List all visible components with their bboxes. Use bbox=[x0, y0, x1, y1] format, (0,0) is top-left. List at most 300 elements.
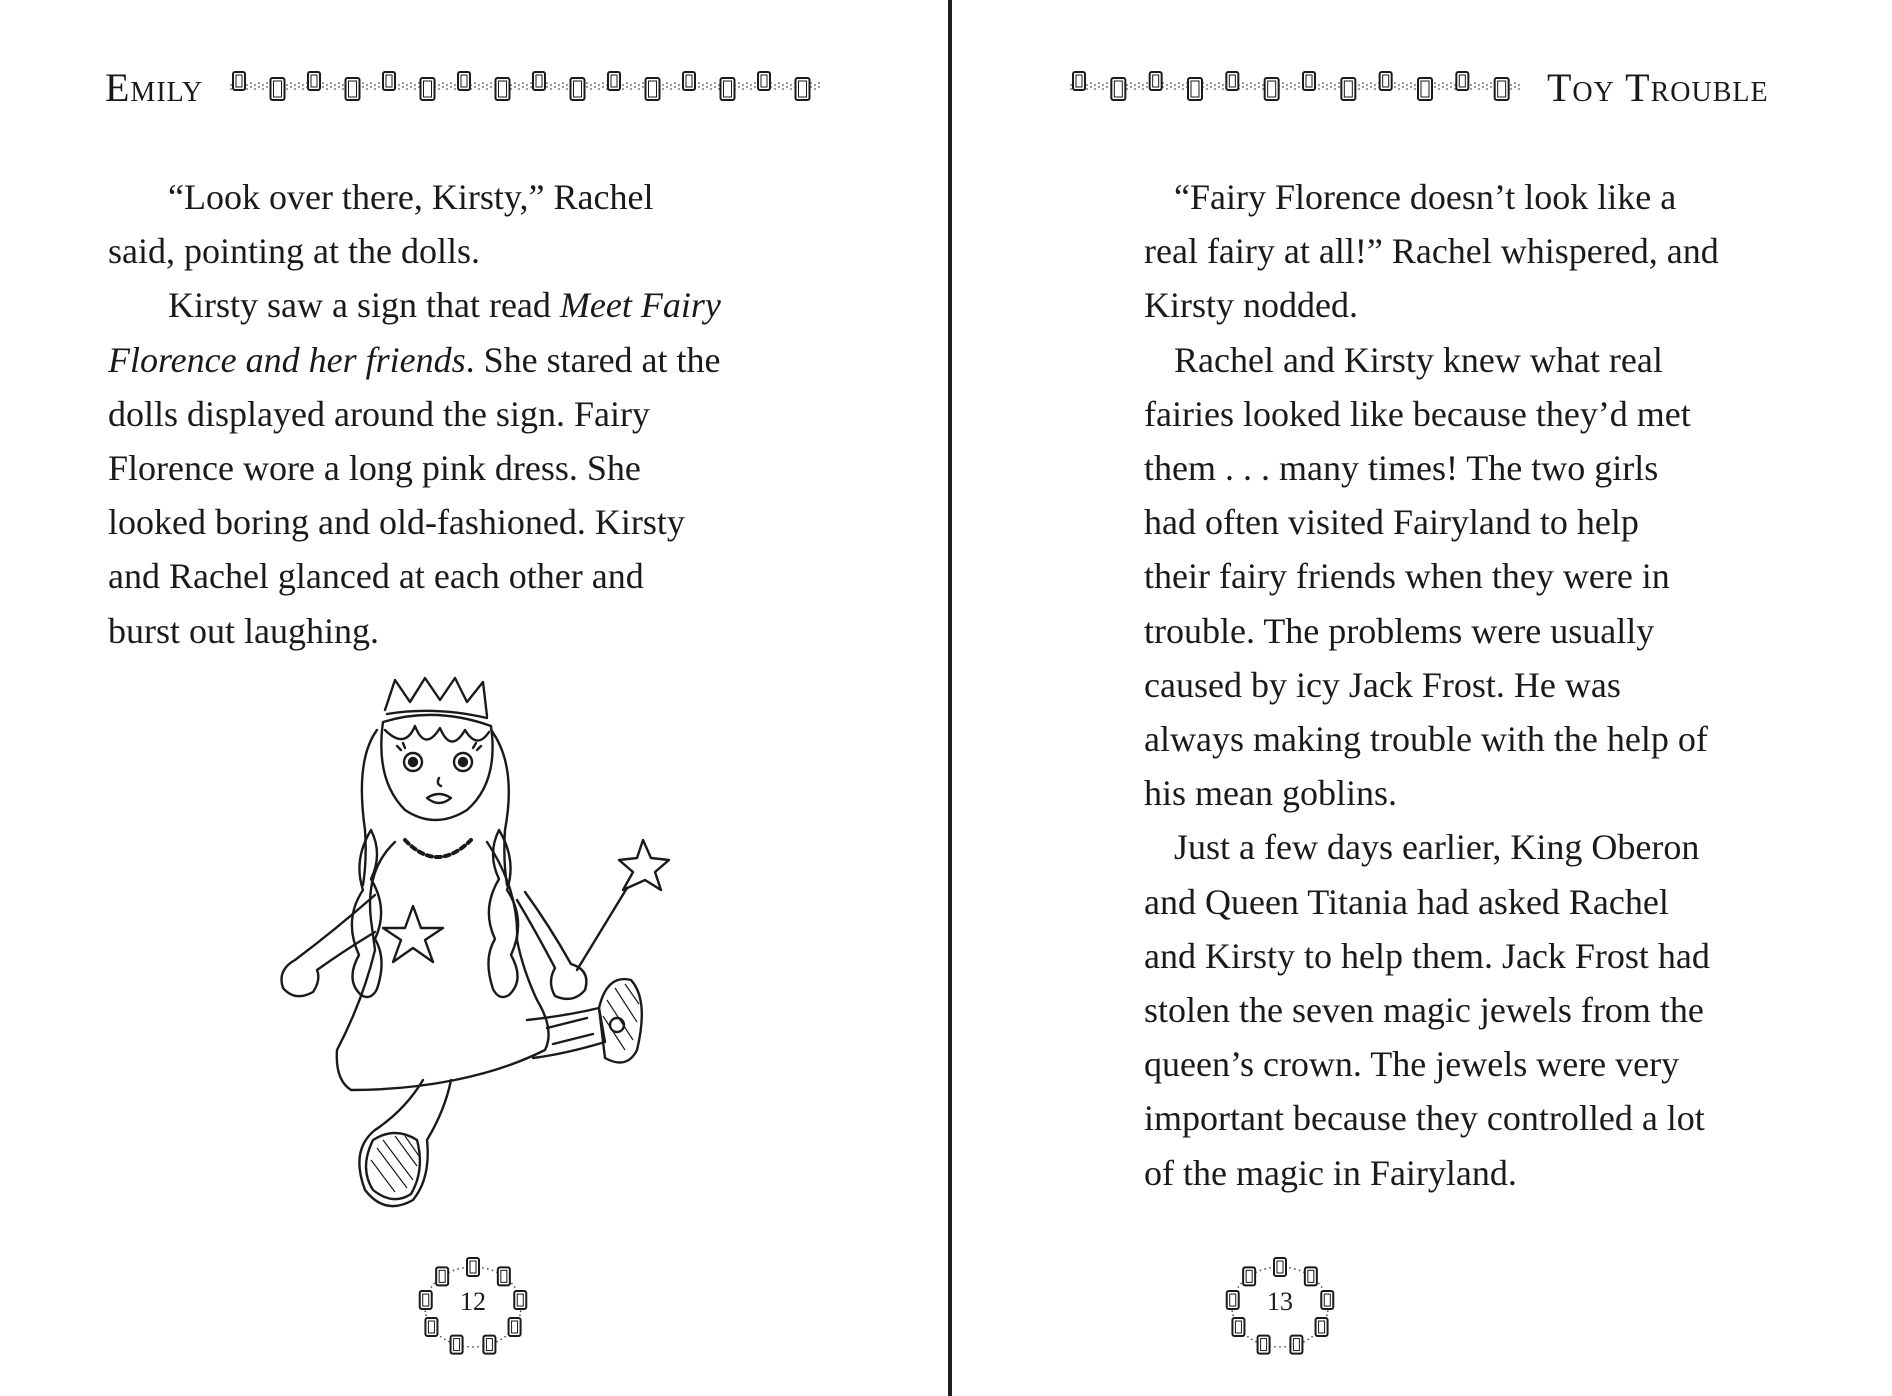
sparkle-dot bbox=[457, 1268, 459, 1270]
sparkle-dot bbox=[1174, 88, 1176, 90]
sparkle-dot bbox=[1178, 86, 1180, 88]
sparkle-dot bbox=[1260, 1270, 1262, 1272]
star-icon bbox=[383, 906, 443, 962]
sparkle-dot bbox=[514, 82, 516, 84]
sparkle-dot bbox=[1106, 82, 1108, 84]
sparkle-dot bbox=[626, 86, 628, 88]
sparkle-dot bbox=[562, 82, 564, 84]
sparkle-dot bbox=[1490, 82, 1492, 84]
text-line: Rachel and Kirsty knew what real bbox=[1174, 339, 1663, 380]
sparkle-dot bbox=[1269, 1267, 1271, 1269]
sparkle-dot bbox=[254, 84, 256, 86]
sparkle-dot bbox=[1146, 86, 1148, 88]
sparkle-dot bbox=[1394, 86, 1396, 88]
sparkle-dot bbox=[1370, 82, 1372, 84]
sparkle-dot bbox=[338, 86, 340, 88]
sparkle-dot bbox=[1406, 84, 1408, 86]
sparkle-dot bbox=[1294, 88, 1296, 90]
right-paragraph-3 bbox=[1144, 820, 1824, 1199]
sparkle-dot bbox=[410, 86, 412, 88]
sparkle-dot bbox=[602, 86, 604, 88]
sparkle-dot bbox=[1250, 86, 1252, 88]
sparkle-dot bbox=[602, 82, 604, 84]
sparkle-dot bbox=[1514, 82, 1516, 84]
sparkle-dot bbox=[1482, 82, 1484, 84]
sparkle-dot bbox=[406, 84, 408, 86]
sparkle-dot bbox=[778, 82, 780, 84]
sparkle-dot bbox=[370, 86, 372, 88]
sparkle-dot bbox=[710, 88, 712, 90]
sparkle-dot bbox=[1130, 86, 1132, 88]
sparkle-dot bbox=[546, 86, 548, 88]
sparkle-dot bbox=[1102, 88, 1104, 90]
sparkle-dot bbox=[558, 84, 560, 86]
text-line: had often visited Fairyland to help bbox=[1144, 502, 1639, 543]
sparkle-dot bbox=[530, 82, 532, 84]
sparkle-dot bbox=[442, 86, 444, 88]
sparkle-dot bbox=[678, 88, 680, 90]
sparkle-dot bbox=[438, 88, 440, 90]
sparkle-dot bbox=[594, 82, 596, 84]
sparkle-dot bbox=[666, 82, 668, 84]
text-line: his mean goblins. bbox=[1144, 773, 1397, 814]
sparkle-dot bbox=[1246, 84, 1248, 86]
sparkle-dot bbox=[786, 82, 788, 84]
left-chapter-title: Emily bbox=[105, 65, 204, 110]
sparkle-dot bbox=[298, 82, 300, 84]
right-page bbox=[952, 0, 1892, 1396]
sparkle-dot bbox=[1366, 84, 1368, 86]
text-line: Kirsty nodded. bbox=[1144, 285, 1358, 326]
sparkle-dot bbox=[1170, 82, 1172, 84]
sparkle-dot bbox=[262, 84, 264, 86]
sparkle-dot bbox=[1318, 84, 1320, 86]
sparkle-dot bbox=[246, 88, 248, 90]
sparkle-dot bbox=[258, 86, 260, 88]
sparkle-dot bbox=[326, 84, 328, 86]
sparkle-dot bbox=[630, 84, 632, 86]
sparkle-dot bbox=[518, 84, 520, 86]
sparkle-dot bbox=[1090, 86, 1092, 88]
sparkle-dot bbox=[1264, 1268, 1266, 1270]
text-line bbox=[108, 333, 818, 387]
sparkle-dot bbox=[467, 1346, 469, 1348]
sparkle-dot bbox=[698, 82, 700, 84]
sparkle-dot bbox=[402, 86, 404, 88]
sparkle-dot bbox=[1222, 84, 1224, 86]
sparkle-dot bbox=[706, 86, 708, 88]
sparkle-dot bbox=[518, 88, 520, 90]
sparkle-dot bbox=[790, 88, 792, 90]
sparkle-dot bbox=[1370, 86, 1372, 88]
sparkle-dot bbox=[1134, 88, 1136, 90]
text-segment: . She stared at the bbox=[465, 339, 721, 380]
sparkle-dot bbox=[546, 82, 548, 84]
sparkle-dot bbox=[750, 84, 752, 86]
text-line bbox=[138, 278, 818, 332]
sparkle-dot bbox=[742, 88, 744, 90]
sparkle-dot bbox=[586, 82, 588, 84]
sparkle-dot bbox=[1486, 84, 1488, 86]
sparkle-dot bbox=[1130, 82, 1132, 84]
sparkle-dot bbox=[1242, 82, 1244, 84]
sparkle-dot bbox=[374, 88, 376, 90]
text-line: caused by icy Jack Frost. He was bbox=[1144, 664, 1621, 705]
sparkle-dot bbox=[1126, 88, 1128, 90]
sparkle-dot bbox=[1262, 88, 1264, 90]
sparkle-dot bbox=[1279, 1346, 1281, 1348]
sparkle-dot bbox=[590, 88, 592, 90]
sparkle-dot bbox=[482, 82, 484, 84]
sparkle-dot bbox=[702, 88, 704, 90]
sparkle-dot bbox=[1338, 82, 1340, 84]
sparkle-dot bbox=[774, 88, 776, 90]
sparkle-dot bbox=[1246, 88, 1248, 90]
sparkle-dot bbox=[1210, 86, 1212, 88]
sparkle-dot bbox=[477, 1346, 479, 1348]
sparkle-dot bbox=[482, 86, 484, 88]
sparkle-dot bbox=[402, 82, 404, 84]
sparkle-dot bbox=[1414, 84, 1416, 86]
sparkle-dot bbox=[1170, 86, 1172, 88]
text-line: and Rachel glanced at each other and bbox=[108, 556, 644, 597]
sparkle-dot bbox=[662, 88, 664, 90]
sparkle-dot bbox=[1478, 84, 1480, 86]
sparkle-dot bbox=[754, 82, 756, 84]
sparkle-dot bbox=[1442, 86, 1444, 88]
sparkle-dot bbox=[714, 86, 716, 88]
sparkle-dot bbox=[1218, 82, 1220, 84]
sparkle-dot bbox=[550, 88, 552, 90]
italic-sign-text: Florence and her friends bbox=[108, 339, 466, 380]
sparkle-dot bbox=[1478, 88, 1480, 90]
sparkle-dot bbox=[487, 1268, 489, 1270]
sparkle-dot bbox=[558, 88, 560, 90]
text-line: important because they controlled a lot bbox=[1144, 1098, 1705, 1139]
sparkle-dot bbox=[302, 84, 304, 86]
sparkle-dot bbox=[378, 82, 380, 84]
sparkle-dot bbox=[1242, 86, 1244, 88]
sparkle-dot bbox=[1258, 82, 1260, 84]
sparkle-dot bbox=[778, 86, 780, 88]
sparkle-dot bbox=[474, 82, 476, 84]
text-line: and Queen Titania had asked Rachel bbox=[1144, 881, 1669, 922]
text-line: Florence wore a long pink dress. She bbox=[108, 448, 641, 489]
sparkle-dot bbox=[366, 88, 368, 90]
text-line: real fairy at all!” Rachel whispered, and bbox=[1144, 231, 1719, 272]
sparkle-dot bbox=[554, 86, 556, 88]
sparkle-dot bbox=[1178, 82, 1180, 84]
sparkle-dot bbox=[1142, 84, 1144, 86]
sparkle-dot bbox=[1218, 86, 1220, 88]
sparkle-dot bbox=[678, 84, 680, 86]
sparkle-dot bbox=[454, 88, 456, 90]
sparkle-dot bbox=[500, 1338, 502, 1340]
left-paragraph-1 bbox=[108, 170, 818, 278]
text-line: “Fairy Florence doesn’t look like a bbox=[1174, 177, 1677, 217]
sparkle-dot bbox=[290, 86, 292, 88]
sparkle-dot bbox=[398, 88, 400, 90]
sparkle-dot bbox=[642, 82, 644, 84]
sparkle-dot bbox=[378, 86, 380, 88]
wand-star-icon bbox=[619, 840, 669, 890]
sparkle-dot bbox=[1398, 88, 1400, 90]
sparkle-dot bbox=[1146, 82, 1148, 84]
sparkle-dot bbox=[522, 86, 524, 88]
right-body-text bbox=[1144, 170, 1824, 1200]
sparkle-dot bbox=[1394, 82, 1396, 84]
sparkle-dot bbox=[398, 84, 400, 86]
sparkle-dot bbox=[1434, 86, 1436, 88]
sparkle-dot bbox=[586, 86, 588, 88]
sparkle-dot bbox=[1486, 88, 1488, 90]
sparkle-dot bbox=[1182, 84, 1184, 86]
sparkle-dot bbox=[1470, 88, 1472, 90]
sparkle-dot bbox=[550, 84, 552, 86]
sparkle-dot bbox=[1126, 84, 1128, 86]
sparkle-dot bbox=[1398, 84, 1400, 86]
sparkle-dot bbox=[250, 86, 252, 88]
sparkle-dot bbox=[638, 88, 640, 90]
sparkle-dot bbox=[1290, 82, 1292, 84]
sparkle-dot bbox=[406, 88, 408, 90]
sparkle-dot bbox=[1090, 82, 1092, 84]
sparkle-dot bbox=[266, 86, 268, 88]
sparkle-dot bbox=[1450, 86, 1452, 88]
sparkle-dot bbox=[622, 84, 624, 86]
text-line: trouble. The problems were usually bbox=[1144, 610, 1655, 651]
sparkle-dot bbox=[450, 82, 452, 84]
sparkle-dot bbox=[286, 84, 288, 86]
sparkle-dot bbox=[1490, 86, 1492, 88]
sparkle-dot bbox=[814, 84, 816, 86]
sparkle-dot bbox=[446, 84, 448, 86]
sparkle-dot bbox=[486, 88, 488, 90]
sparkle-dot bbox=[1402, 86, 1404, 88]
sparkle-dot bbox=[1142, 88, 1144, 90]
sparkle-dot bbox=[1086, 88, 1088, 90]
text-line: said, pointing at the dolls. bbox=[108, 231, 480, 272]
text-line: queen’s crown. The jewels were very bbox=[1144, 1044, 1680, 1085]
sparkle-dot bbox=[1474, 86, 1476, 88]
sparkle-dot bbox=[440, 1336, 442, 1338]
sparkle-dot bbox=[294, 84, 296, 86]
text-line: Just a few days earlier, King Oberon bbox=[1174, 827, 1700, 868]
sparkle-dot bbox=[438, 84, 440, 86]
sparkle-dot bbox=[492, 1270, 494, 1272]
sparkle-dot bbox=[630, 88, 632, 90]
sparkle-dot bbox=[362, 82, 364, 84]
sparkle-dot bbox=[442, 82, 444, 84]
sparkle-dot bbox=[674, 82, 676, 84]
sparkle-dot bbox=[1182, 88, 1184, 90]
sparkle-dot bbox=[322, 82, 324, 84]
sparkle-dot bbox=[1251, 1338, 1253, 1340]
sparkle-dot bbox=[746, 86, 748, 88]
left-page-number: 12 bbox=[460, 1287, 486, 1316]
sparkle-dot bbox=[1406, 88, 1408, 90]
sparkle-dot bbox=[334, 84, 336, 86]
sparkle-dot bbox=[1298, 86, 1300, 88]
sparkle-dot bbox=[266, 82, 268, 84]
sparkle-dot bbox=[1474, 82, 1476, 84]
sparkle-dot bbox=[526, 84, 528, 86]
sparkle-dot bbox=[1338, 86, 1340, 88]
sparkle-dot bbox=[790, 84, 792, 86]
sparkle-dot bbox=[1138, 82, 1140, 84]
text-line: and Kirsty to help them. Jack Frost had bbox=[1144, 935, 1710, 976]
sparkle-dot bbox=[1174, 84, 1176, 86]
sparkle-dot bbox=[1366, 88, 1368, 90]
sparkle-dot bbox=[1299, 1270, 1301, 1272]
sparkle-dot bbox=[414, 88, 416, 90]
sparkle-dot bbox=[698, 86, 700, 88]
sparkle-dot bbox=[1098, 86, 1100, 88]
sparkle-dot bbox=[230, 84, 232, 86]
sparkle-dot bbox=[478, 84, 480, 86]
sparkle-dot bbox=[326, 88, 328, 90]
sparkle-dot bbox=[1358, 84, 1360, 86]
sparkle-dot bbox=[454, 84, 456, 86]
sparkle-dot bbox=[554, 82, 556, 84]
sparkle-dot bbox=[1334, 84, 1336, 86]
sparkle-dot bbox=[1514, 86, 1516, 88]
sparkle-dot bbox=[410, 82, 412, 84]
sparkle-dot bbox=[1362, 86, 1364, 88]
sparkle-dot bbox=[342, 88, 344, 90]
italic-sign-text: Meet Fairy bbox=[559, 285, 721, 326]
sparkle-dot bbox=[1450, 82, 1452, 84]
sparkle-dot bbox=[302, 88, 304, 90]
sparkle-dot bbox=[1374, 88, 1376, 90]
sparkle-dot bbox=[530, 86, 532, 88]
sparkle-dot bbox=[1222, 88, 1224, 90]
sparkle-dot bbox=[254, 88, 256, 90]
sparkle-dot bbox=[818, 86, 820, 88]
sparkle-dot bbox=[1240, 1283, 1242, 1285]
sparkle-dot bbox=[474, 86, 476, 88]
jewel-border-right-icon bbox=[1067, 66, 1537, 110]
text-line: stolen the seven magic jewels from the bbox=[1144, 990, 1704, 1031]
sparkle-dot bbox=[638, 84, 640, 86]
sparkle-dot bbox=[1402, 82, 1404, 84]
text-line: them . . . many times! The two girls bbox=[1144, 448, 1659, 489]
sparkle-dot bbox=[522, 82, 524, 84]
sparkle-dot bbox=[1294, 84, 1296, 86]
sparkle-dot bbox=[1134, 84, 1136, 86]
sparkle-dot bbox=[1434, 82, 1436, 84]
sparkle-dot bbox=[1470, 84, 1472, 86]
sparkle-dot bbox=[1070, 88, 1072, 90]
sparkle-dot bbox=[1510, 84, 1512, 86]
sparkle-dot bbox=[334, 88, 336, 90]
sparkle-dot bbox=[1318, 1283, 1320, 1285]
sparkle-dot bbox=[1358, 88, 1360, 90]
jewel-border-left-icon bbox=[227, 66, 837, 110]
right-chapter-title: Toy Trouble bbox=[1547, 65, 1769, 110]
sparkle-dot bbox=[1326, 88, 1328, 90]
sparkle-dot bbox=[1518, 84, 1520, 86]
text-line: burst out laughing. bbox=[108, 610, 379, 651]
sparkle-dot bbox=[1206, 84, 1208, 86]
sparkle-dot bbox=[262, 88, 264, 90]
sparkle-dot bbox=[433, 1283, 435, 1285]
sparkle-dot bbox=[1282, 82, 1284, 84]
sparkle-dot bbox=[1254, 84, 1256, 86]
right-paragraph-2 bbox=[1144, 333, 1824, 821]
sparkle-dot bbox=[1414, 88, 1416, 90]
text-segment: Kirsty saw a sign that read bbox=[168, 285, 560, 326]
sparkle-dot bbox=[450, 86, 452, 88]
text-line: always making trouble with the help of bbox=[1144, 719, 1708, 760]
sparkle-dot bbox=[1334, 88, 1336, 90]
sparkle-dot bbox=[1446, 84, 1448, 86]
right-page-number-frame bbox=[1220, 1255, 1340, 1355]
left-paragraph-2 bbox=[108, 278, 818, 657]
sparkle-dot bbox=[330, 82, 332, 84]
sparkle-dot bbox=[1094, 84, 1096, 86]
sparkle-dot bbox=[366, 84, 368, 86]
sparkle-dot bbox=[298, 86, 300, 88]
sparkle-dot bbox=[1274, 1346, 1276, 1348]
sparkle-dot bbox=[782, 88, 784, 90]
sparkle-dot bbox=[1290, 86, 1292, 88]
sparkle-dot bbox=[666, 86, 668, 88]
sparkle-dot bbox=[1262, 84, 1264, 86]
sparkle-dot bbox=[566, 84, 568, 86]
sparkle-dot bbox=[526, 88, 528, 90]
sparkle-dot bbox=[1094, 88, 1096, 90]
sparkle-dot bbox=[1518, 88, 1520, 90]
sparkle-dot bbox=[1307, 1338, 1309, 1340]
sparkle-dot bbox=[230, 88, 232, 90]
left-body-text bbox=[108, 170, 818, 658]
sparkle-dot bbox=[250, 82, 252, 84]
sparkle-dot bbox=[774, 84, 776, 86]
sparkle-dot bbox=[290, 82, 292, 84]
sparkle-dot bbox=[1166, 84, 1168, 86]
sparkle-dot bbox=[511, 1283, 513, 1285]
sparkle-dot bbox=[786, 86, 788, 88]
sparkle-dot bbox=[642, 86, 644, 88]
sparkle-dot bbox=[1250, 82, 1252, 84]
sparkle-dot bbox=[590, 84, 592, 86]
sparkle-dot bbox=[1247, 1336, 1249, 1338]
sparkle-dot bbox=[1438, 84, 1440, 86]
sparkle-dot bbox=[414, 84, 416, 86]
sparkle-dot bbox=[1294, 1268, 1296, 1270]
sparkle-dot bbox=[1410, 86, 1412, 88]
sparkle-dot bbox=[1438, 88, 1440, 90]
sparkle-dot bbox=[702, 84, 704, 86]
sparkle-dot bbox=[1206, 88, 1208, 90]
sparkle-dot bbox=[444, 1338, 446, 1340]
sparkle-dot bbox=[634, 82, 636, 84]
sparkle-dot bbox=[662, 84, 664, 86]
sparkle-dot bbox=[1322, 86, 1324, 88]
text-line: “Look over there, Kirsty,” Rachel bbox=[168, 177, 654, 217]
sparkle-dot bbox=[1286, 88, 1288, 90]
sparkle-dot bbox=[782, 84, 784, 86]
text-line: of the magic in Fairyland. bbox=[1144, 1152, 1517, 1193]
sparkle-dot bbox=[342, 84, 344, 86]
sparkle-dot bbox=[1254, 88, 1256, 90]
sparkle-dot bbox=[490, 82, 492, 84]
wand-icon bbox=[577, 888, 627, 970]
sparkle-dot bbox=[710, 84, 712, 86]
sparkle-dot bbox=[478, 88, 480, 90]
sparkle-dot bbox=[1330, 82, 1332, 84]
